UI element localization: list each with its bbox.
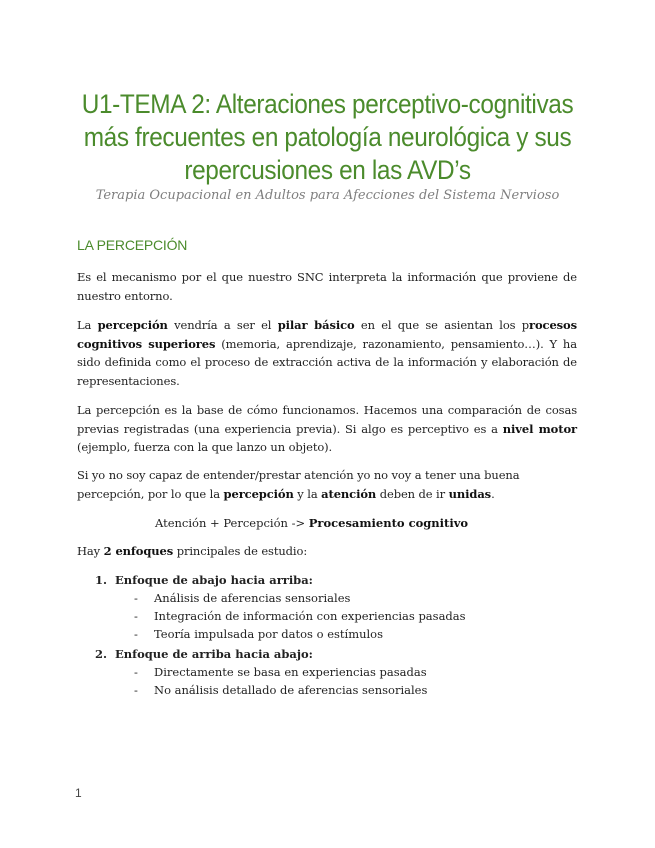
- list-item-text: Teoría impulsada por datos o estímulos: [154, 627, 384, 641]
- bold-term: atención: [321, 486, 377, 501]
- text-run: Atención + Percepción ->: [155, 516, 309, 530]
- bullet-dash: -: [134, 683, 138, 697]
- list-item: [134, 625, 574, 643]
- paragraph-enfoques: [77, 542, 577, 561]
- list-item-text: Integración de información con experiencias pasadas: [154, 609, 466, 623]
- bold-term: rocesos cognitivos superiores: [77, 318, 577, 351]
- list-item: [134, 663, 574, 681]
- bold-term: 2 enfoques: [103, 544, 174, 558]
- bold-term: nivel motor: [502, 421, 577, 436]
- paragraph-pilar: [77, 316, 577, 390]
- list-item-text: No análisis detallado de aferencias sensoriales: [154, 683, 428, 697]
- document-subtitle: Terapia Ocupacional en Adultos para Afecciones del Sistema Nervioso: [95, 188, 560, 203]
- list-heading: Enfoque de abajo hacia arriba:: [115, 573, 313, 587]
- bullet-dash: -: [134, 627, 138, 641]
- list-item-text: Directamente se basa en experiencias pasadas: [154, 665, 427, 679]
- text-run: Si yo no soy capaz de entender/prestar atención yo no voy a tener una buena percepción, por lo que la: [77, 468, 520, 501]
- bold-term: percepción: [97, 318, 168, 332]
- document-title: U1-TEMA 2: Alteraciones perceptivo-cognitivas más frecuentes en patología neurológica y sus repercusiones en las AVD’s: [81, 89, 574, 185]
- text-run: deben de ir: [376, 486, 449, 501]
- bold-term: unidas: [448, 486, 492, 501]
- bold-term: Procesamiento cognitivo: [308, 516, 469, 530]
- text-run: (ejemplo, fuerza con la que lanzo un objeto).: [77, 440, 333, 454]
- bullet-list: [134, 663, 574, 699]
- numbered-item: [95, 645, 575, 663]
- text-run: (memoria, aprendizaje, razonamiento, pensamiento…). Y ha sido definida como el proceso de extracción activa de la información y elaboración de representaciones.: [77, 336, 577, 388]
- list-heading: Enfoque de arriba hacia abajo:: [115, 647, 313, 661]
- text-run: .: [491, 486, 495, 501]
- list-item-text: Análisis de aferencias sensoriales: [154, 591, 351, 605]
- text-run: en el que se asientan los p: [354, 318, 530, 332]
- text-run: principales de estudio:: [173, 544, 308, 558]
- bullet-dash: -: [134, 591, 138, 605]
- text-run: Hay: [77, 544, 104, 558]
- list-number: 2.: [95, 647, 108, 661]
- paragraph-base: [77, 401, 577, 457]
- list-item: [134, 607, 574, 625]
- page-number: 1: [75, 786, 82, 800]
- list-number: 1.: [95, 573, 108, 587]
- bullet-list: [134, 589, 574, 643]
- paragraph-atencion: [77, 466, 577, 503]
- bullet-dash: -: [134, 665, 138, 679]
- section-heading: LA PERCEPCIÓN: [77, 237, 188, 253]
- list-item: [134, 681, 574, 699]
- formula-line: [155, 514, 468, 532]
- text-run: La percepción es la base de cómo funcionamos. Hacemos una comparación de cosas previas registradas (una experiencia previa). Si algo es perceptivo es a: [77, 403, 577, 436]
- text-run: La: [77, 318, 98, 332]
- bullet-dash: -: [134, 609, 138, 623]
- paragraph-definition: Es el mecanismo por el que nuestro SNC interpreta la información que proviene de nuestro entorno.: [77, 270, 577, 303]
- bold-term: pilar básico: [277, 318, 355, 332]
- text-run: y la: [293, 486, 322, 501]
- bold-term: percepción: [223, 486, 294, 501]
- numbered-item: [95, 571, 575, 589]
- list-item: [134, 589, 574, 607]
- text-run: vendría a ser el: [167, 318, 278, 332]
